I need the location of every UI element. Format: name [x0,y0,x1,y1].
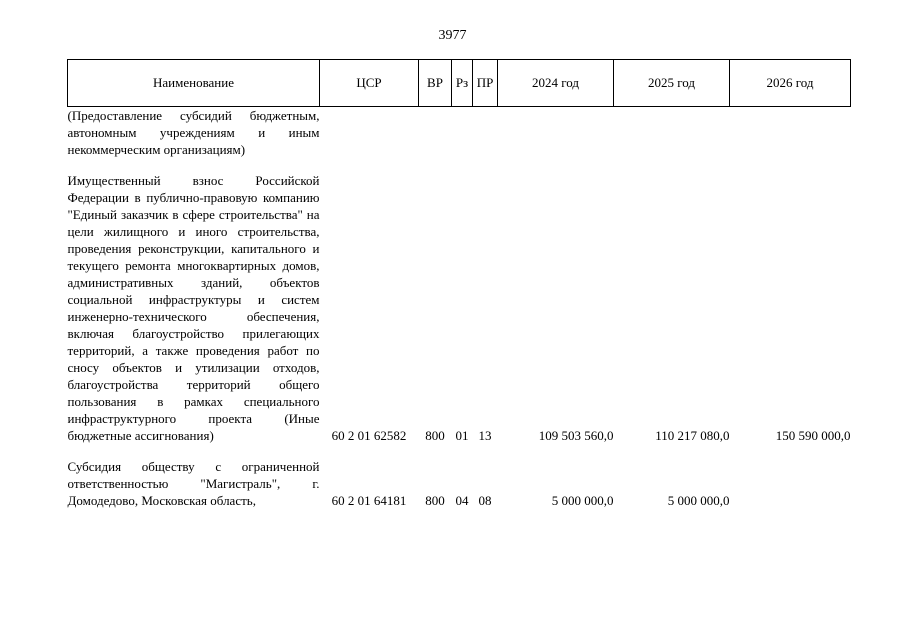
row-2025 [614,107,730,159]
row-csr: 60 2 01 64181 [331,493,407,508]
row-spacer [68,444,851,458]
row-2024: 109 503 560,0 [538,428,614,443]
row-name: Субсидия обществу с ограниченной ответственностью "Магистраль", г. Домодедово, Московская область, [67,459,320,508]
header-rz: Рз [452,60,473,107]
header-vr: ВР [419,60,452,107]
header-2026: 2026 год [730,60,851,107]
row-rz: 01 [455,428,469,443]
row-vr: 800 [425,493,445,508]
page-number: 3977 [438,28,467,43]
row-csr [320,107,419,159]
row-name: Имущественный взнос Российской Федерации в публично-правовую компанию "Единый заказчик в сфере строительства" на цели жилищного и иного строительства, проведения реконструкции, капитального и текущего ремонта многоквартирных домов, административных зданий, объектов социальной инфраструктуры и систем инженерно-технического обеспечения, включая благоустройство прилегающих территорий, а также проведения работ по сносу объектов и утилизации отходов, благоустройства территорий общего пользования в рамках специального инфраструктурного проекта (Иные бюджетные ассигнования) [67,173,320,443]
row-2024 [498,107,614,159]
row-spacer [68,158,851,172]
header-pr: ПР [473,60,498,107]
row-2026 [730,107,851,159]
row-rz [452,107,473,159]
row-pr [473,107,498,159]
row-2024: 5 000 000,0 [551,493,614,508]
row-csr: 60 2 01 62582 [331,428,407,443]
header-2024: 2024 год [498,60,614,107]
row-pr: 08 [478,493,492,508]
row-2025: 110 217 080,0 [655,428,730,443]
header-2025: 2025 год [614,60,730,107]
row-vr [419,107,452,159]
row-2026 [730,458,851,509]
row-rz: 04 [455,493,469,508]
row-2026: 150 590 000,0 [775,428,851,443]
row-name: (Предоставление субсидий бюджетным, автономным учреждениям и иным некоммерческим организациям) [67,108,320,157]
table-row [68,458,851,509]
row-pr: 13 [478,428,492,443]
table-row [68,107,851,159]
table-header-row [68,60,851,107]
header-csr: ЦСР [320,60,419,107]
header-name: Наименование [68,60,320,107]
row-vr: 800 [425,428,445,443]
row-2025: 5 000 000,0 [667,493,730,508]
table-row [68,172,851,444]
budget-table [67,59,851,509]
